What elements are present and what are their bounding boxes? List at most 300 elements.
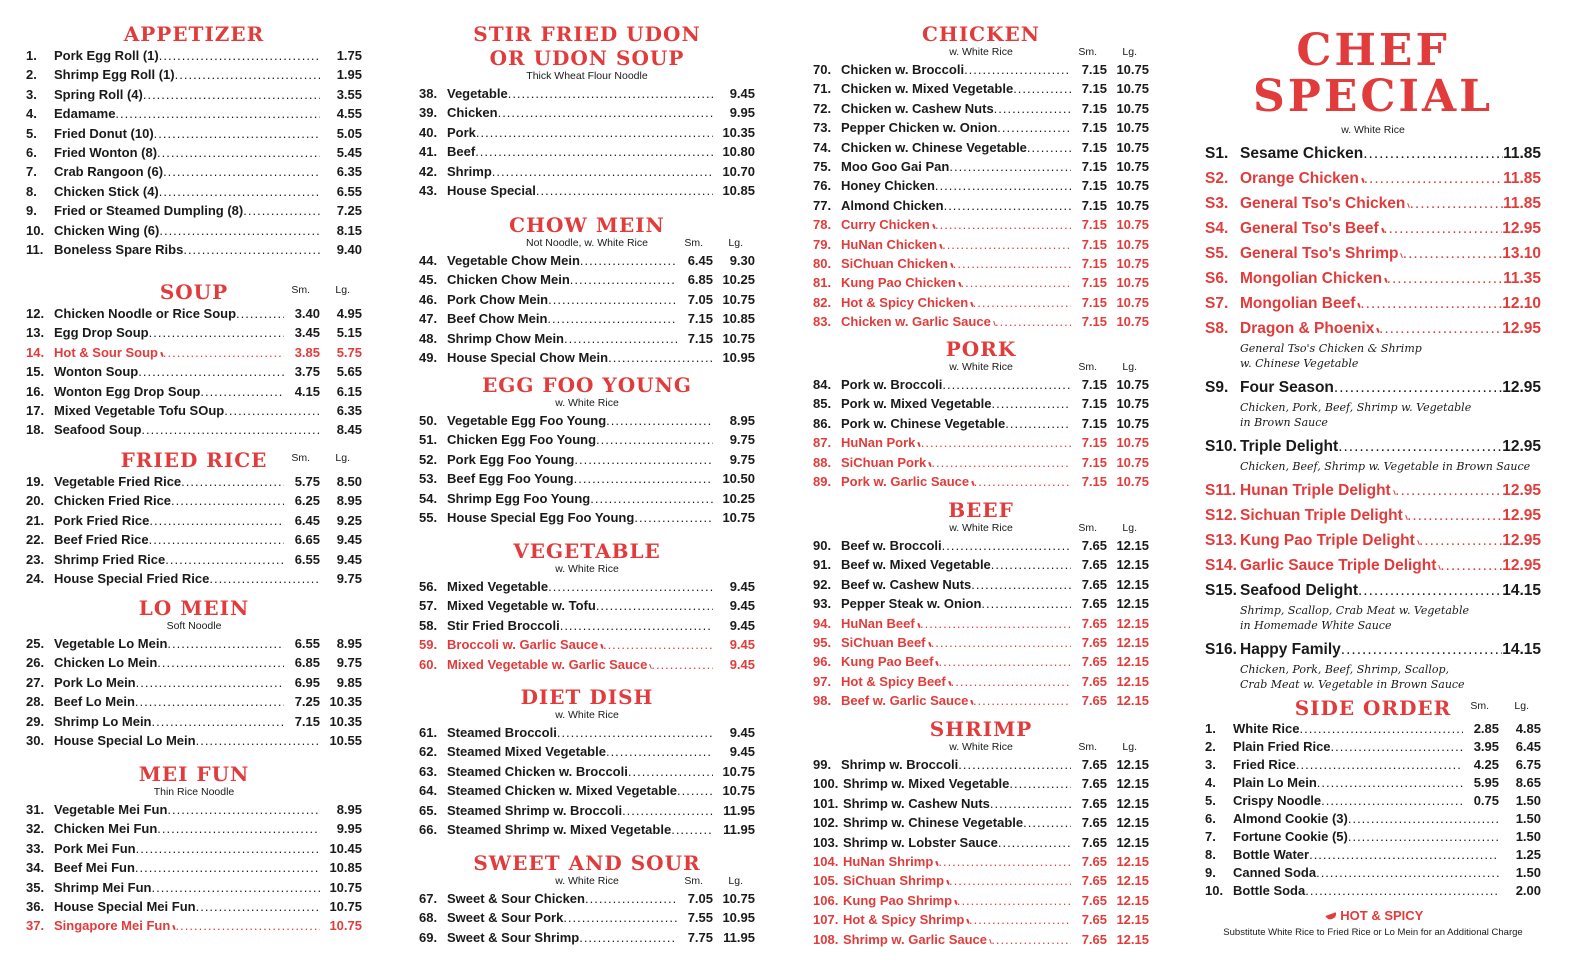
mei-fun-section [26,762,362,936]
item-name: Fortune Cookie (5) [1233,829,1348,844]
item-price: 12.95 [1502,379,1541,396]
section-title: LO MEIN [138,596,250,620]
item-price: 9.45 [729,598,755,614]
item-number: 2. [1205,739,1216,754]
price-small: 7.65 [1081,815,1107,831]
item-name: Chicken Fried Rice [54,493,172,509]
dot-leader [949,157,1071,176]
section-title: BEEF [948,498,1014,522]
item-name: Steamed Shrimp w. Mixed Vegetable [447,822,672,838]
dot-leader [157,819,320,838]
dot-leader [939,652,1071,671]
menu-item [26,491,362,510]
menu-item [813,594,1149,613]
dot-leader [973,293,1071,312]
price-small: 7.15 [1081,377,1107,392]
menu-item [419,142,755,161]
item-name: Chicken Lo Mein [54,655,158,671]
item-number: 8. [1205,847,1216,862]
item-price: 10.75 [329,899,362,915]
menu-item [813,254,1149,273]
item-number: 96. [813,654,832,670]
menu-item [26,143,362,162]
item-name: Beef w. Mixed Vegetable [841,557,991,573]
item-name: Crab Rangoon (6) [54,164,164,180]
price-small: 6.55 [294,636,320,651]
dot-leader [1317,774,1463,792]
price-large: 10.75 [1116,474,1149,490]
price-large: 5.15 [336,325,362,341]
price-large: 9.75 [336,655,362,671]
dot-leader [154,124,320,143]
subtitle-text: w. White Rice [949,46,1013,58]
menu-item [813,235,1149,254]
item-name: Plain Fried Rice [1233,739,1331,754]
size-large-label: Lg. [335,452,350,464]
dot-leader [942,235,1071,254]
menu-item [26,401,362,420]
menu-item [26,800,362,819]
item-number: 103. [813,834,839,850]
menu-item [419,655,755,674]
item-number: 78. [813,217,832,233]
item-name: Shrimp Egg Foo Young [447,490,591,506]
dot-leader [1379,316,1502,341]
item-name: Chicken w. Mixed Vegetable [841,81,1014,97]
price-small: 7.15 [1081,62,1107,77]
section-title: FRIED RICE [120,448,268,472]
menu-item [26,897,362,916]
item-price: 8.15 [336,222,362,238]
dot-leader [159,221,320,240]
item-number: 30. [26,733,45,749]
chef-special-item [1205,216,1541,241]
item-price: 9.75 [336,571,362,587]
item-name: HuNan Beef [841,615,915,631]
item-number: 58. [419,617,438,633]
dot-leader [157,143,320,162]
item-number: 89. [813,474,832,490]
price-small: 7.65 [1081,931,1107,947]
menu-item [813,633,1149,652]
item-name: Shrimp w. Lobster Sauce [843,834,998,850]
item-name: Sichuan Triple Delight [1240,507,1403,524]
item-number: 71. [813,81,832,97]
item-number: 67. [419,891,438,906]
dot-leader [1321,792,1463,810]
dot-leader [1334,375,1502,400]
item-number: S3. [1205,195,1229,212]
section-title-line2: OR UDON SOUP [489,46,685,70]
item-name: House Special Lo Mein [54,733,196,749]
sweet-sour-section [419,851,755,947]
item-price: 9.75 [729,432,755,448]
item-number: 40. [419,124,438,140]
item-number: 43. [419,183,438,199]
dot-leader [564,329,677,348]
item-name: Beef [447,144,476,160]
price-large: 10.85 [722,311,755,327]
item-name: Vegetable Mei Fun [54,802,168,817]
item-number: S4. [1205,220,1229,237]
price-small: 7.65 [1081,757,1107,772]
item-name: Dragon & Phoenix [1240,320,1375,337]
section-subtitle [419,563,755,577]
price-large: 4.85 [1515,721,1541,736]
fried-rice-section [26,448,362,588]
item-number: 104. [813,854,839,870]
menu-item [419,635,755,654]
price-small: 7.15 [1081,178,1107,194]
price-large: 8.95 [336,636,362,651]
dot-leader [574,469,713,488]
price-large: 10.75 [1116,81,1149,97]
item-number: S6. [1205,270,1229,287]
item-number: 9. [26,203,37,219]
price-small: 7.15 [1081,159,1107,175]
dot-leader [981,594,1071,613]
size-small-label: Sm. [1078,522,1097,534]
price-small: 7.65 [1081,912,1107,928]
chef-special-item [1205,316,1541,341]
dot-leader [974,472,1071,491]
dot-leader [152,878,321,897]
price-large: 10.75 [1116,62,1149,77]
item-number: 62. [419,744,438,760]
price-large: 10.75 [1116,396,1149,412]
dot-leader [973,691,1071,710]
menu-item [1205,792,1541,810]
dot-leader [236,304,284,323]
price-large: 8.50 [336,474,362,489]
menu-item [813,614,1149,633]
item-description: General Tso's Chicken & Shrimp [1240,342,1422,355]
dot-leader [580,251,677,270]
item-number: 24. [26,571,45,587]
item-price: 12.10 [1502,295,1541,312]
item-number: 98. [813,693,832,709]
item-number: 7. [26,164,37,180]
item-number: 69. [419,929,438,945]
dot-leader [149,511,284,530]
chow-mein-section [419,213,755,367]
item-number: 20. [26,493,45,509]
menu-item [813,157,1149,176]
dot-leader [944,196,1071,215]
price-large: 12.15 [1116,873,1149,889]
menu-item [419,508,755,527]
price-small: 4.15 [294,383,320,399]
chef-special-section [1205,25,1541,696]
menu-item [813,215,1149,234]
section-subtitle [419,70,755,84]
dot-leader [596,596,713,615]
price-large: 10.75 [722,330,755,346]
dot-leader [157,653,284,672]
item-name: Kung Pao Beef [841,654,934,670]
menu-item [1205,864,1541,882]
menu-item [419,742,755,761]
menu-item [419,616,755,635]
item-name: Mongolian Chicken [1240,270,1383,287]
dot-leader [671,820,713,839]
menu-item [26,916,362,935]
chef-special-item [1205,291,1541,316]
item-number: 54. [419,490,438,506]
menu-item [26,124,362,143]
dot-leader [1358,578,1502,603]
dot-leader [135,692,284,711]
price-large: 10.75 [722,291,755,307]
menu-item [813,138,1149,157]
dot-leader [163,162,320,181]
menu-item [26,550,362,569]
item-name: Beef Lo Mein [54,694,135,710]
menu-item [26,673,362,692]
dot-leader [995,312,1071,331]
menu-item [813,60,1149,79]
price-large: 10.75 [1116,178,1149,194]
item-number: 49. [419,350,438,366]
dot-leader [149,323,284,342]
dot-leader [938,852,1071,871]
dot-leader [1296,756,1463,774]
item-name: Sesame Chicken [1240,145,1364,162]
price-large: 10.75 [1116,159,1149,175]
menu-item [26,104,362,123]
item-number: 6. [1205,811,1216,826]
item-price: 8.95 [336,802,362,817]
item-description: in Homemade White Sauce [1240,619,1392,632]
side-order-section [1205,696,1541,900]
menu-item [419,820,755,839]
menu-item [419,781,755,800]
price-large: 12.15 [1116,854,1149,870]
menu-item [26,712,362,731]
lo-mein-section [26,596,362,750]
dot-leader [547,309,677,328]
price-small: 7.65 [1081,673,1107,689]
dot-leader [991,555,1071,574]
dot-leader [971,575,1071,594]
item-price: 1.25 [1515,847,1541,862]
dot-leader [475,142,713,161]
dot-leader [1341,637,1502,662]
dot-leader [921,433,1071,452]
dot-leader [964,60,1071,79]
item-number: 15. [26,364,45,380]
price-small: 7.65 [1081,873,1107,889]
item-name: Fried Rice [1233,757,1296,772]
price-small: 0.75 [1473,793,1499,808]
item-number: 81. [813,275,832,291]
price-large: 10.75 [1116,435,1149,451]
item-number: 72. [813,100,832,116]
item-price: 10.75 [722,783,755,799]
price-large: 6.75 [1515,757,1541,772]
section-subtitle [1205,700,1541,720]
dot-leader [935,215,1071,234]
menu-item [1205,810,1541,828]
item-number: 94. [813,615,832,631]
menu-item [419,762,755,781]
item-number: 55. [419,510,438,526]
item-name: Mixed Vegetable Tofu SOup [54,403,225,419]
subtitle-text: w. White Rice [555,875,619,887]
item-name: Pork Egg Foo Young [447,451,575,467]
dot-leader [957,891,1071,910]
item-name: Kung Pao Chicken [841,275,956,291]
menu-item [26,85,362,104]
item-price: 5.45 [336,145,362,161]
size-large-label: Lg. [1122,46,1137,58]
dot-leader [548,577,713,596]
price-large: 9.25 [336,512,362,528]
price-large: 11.95 [723,929,755,945]
subtitle-text: w. White Rice [555,397,619,409]
item-name: Beef w. Broccoli [841,538,942,553]
item-number: 108. [813,931,839,947]
item-number: 77. [813,197,832,213]
item-number: 37. [26,918,45,934]
item-number: 10. [1205,883,1224,898]
item-number: 1. [26,48,37,63]
price-large: 10.75 [1116,377,1149,392]
item-number: S2. [1205,170,1229,187]
dot-leader [949,871,1071,890]
dot-leader [557,723,713,742]
price-small: 7.55 [687,910,713,926]
price-large: 10.75 [1116,100,1149,116]
item-number: 101. [813,795,839,811]
price-small: 7.15 [1081,294,1107,310]
item-price: 9.45 [729,637,755,653]
item-description: Chicken, Pork, Beef, Shrimp, Scallop, [1240,663,1450,676]
dot-leader [1309,846,1499,864]
menu-item [813,672,1149,691]
item-name: Shrimp w. Broccoli [841,757,959,772]
dot-leader [935,176,1071,195]
item-number: 105. [813,873,839,889]
section-title: CHICKEN [922,22,1040,46]
item-price: 10.75 [722,510,755,526]
dot-leader [1348,828,1499,846]
item-name: Happy Family [1240,641,1341,658]
item-price: 9.45 [729,617,755,633]
dot-leader [175,65,320,84]
item-number: 93. [813,596,832,612]
dot-leader [136,839,320,858]
item-price: 10.95 [722,350,755,366]
item-price: 9.75 [729,451,755,467]
menu-item [813,891,1149,910]
subtitle-text: Soft Noodle [166,620,222,632]
item-name: Fried Donut (10) [54,125,154,141]
item-name: SiChuan Shrimp [843,873,945,889]
menu-item [813,852,1149,871]
item-number: 64. [419,783,438,799]
subtitle-text: Not Noodle, w. White Rice [526,237,648,249]
price-small: 2.85 [1473,721,1499,736]
menu-item [813,910,1149,929]
item-number: 100. [813,776,839,792]
item-number: 60. [419,656,438,672]
menu-item [813,755,1149,774]
price-small: 7.15 [1081,217,1107,233]
item-number: 18. [26,422,45,438]
item-name: Chicken w. Garlic Sauce [841,314,991,330]
price-small: 7.65 [1081,538,1107,553]
menu-item [419,270,755,289]
dot-leader [176,916,320,935]
item-number: 95. [813,635,832,651]
item-price: 8.45 [336,422,362,438]
price-small: 7.65 [1081,596,1107,612]
price-small: 7.15 [1081,396,1107,412]
item-name: Curry Chicken [841,217,930,233]
price-large: 10.75 [1116,236,1149,252]
size-large-label: Lg. [728,237,743,249]
subtitle-text: Thick Wheat Flour Noodle [526,70,648,82]
item-name: Beef w. Cashew Nuts [841,576,972,592]
menu-item [26,569,362,588]
menu-item [419,309,755,328]
item-number: 87. [813,435,832,451]
price-large: 10.75 [1116,314,1149,330]
item-description: Chicken, Pork, Beef, Shrimp w. Vegetable [1240,401,1472,414]
price-small: 7.15 [687,330,713,346]
item-number: S9. [1205,379,1229,396]
price-small: 6.55 [294,551,320,567]
price-large: 8.95 [336,493,362,509]
item-price: 9.45 [729,86,755,101]
price-small: 7.65 [1081,834,1107,850]
section-subtitle [26,786,362,800]
chef-special-title-line2: SPECIAL [1252,71,1494,122]
menu-item [1205,738,1541,756]
item-name: Steamed Chicken w. Broccoli [447,763,628,779]
item-number: 106. [813,892,839,908]
item-description: Shrimp, Scallop, Crab Meat w. Vegetable [1240,604,1469,617]
item-name: Chicken Mei Fun [54,821,158,837]
price-large: 5.65 [336,364,362,380]
menu-item [1205,828,1541,846]
item-number: 56. [419,579,438,594]
item-name: Vegetable Lo Mein [54,636,168,651]
item-number: 5. [1205,793,1216,808]
dot-leader [498,103,713,122]
menu-item [813,575,1149,594]
item-number: 52. [419,451,438,467]
chef-special-item [1205,166,1541,191]
item-number: 11. [26,242,44,258]
dot-leader [991,930,1071,949]
dot-leader [942,375,1071,394]
price-large: 12.15 [1116,615,1149,631]
dot-leader [1383,216,1502,241]
chef-special-list [1205,141,1541,696]
chef-special-item [1205,266,1541,291]
chef-special-item [1205,141,1541,166]
item-name: Shrimp Lo Mein [54,713,152,729]
item-price: 10.55 [329,733,362,749]
section-subtitle [813,522,1149,536]
item-name: General Tso's Chicken [1240,195,1406,212]
price-small: 7.15 [1081,314,1107,330]
subtitle-text: w. White Rice [555,709,619,721]
item-name: Steamed Chicken w. Mixed Vegetable [447,783,677,799]
dot-leader [1027,138,1071,157]
